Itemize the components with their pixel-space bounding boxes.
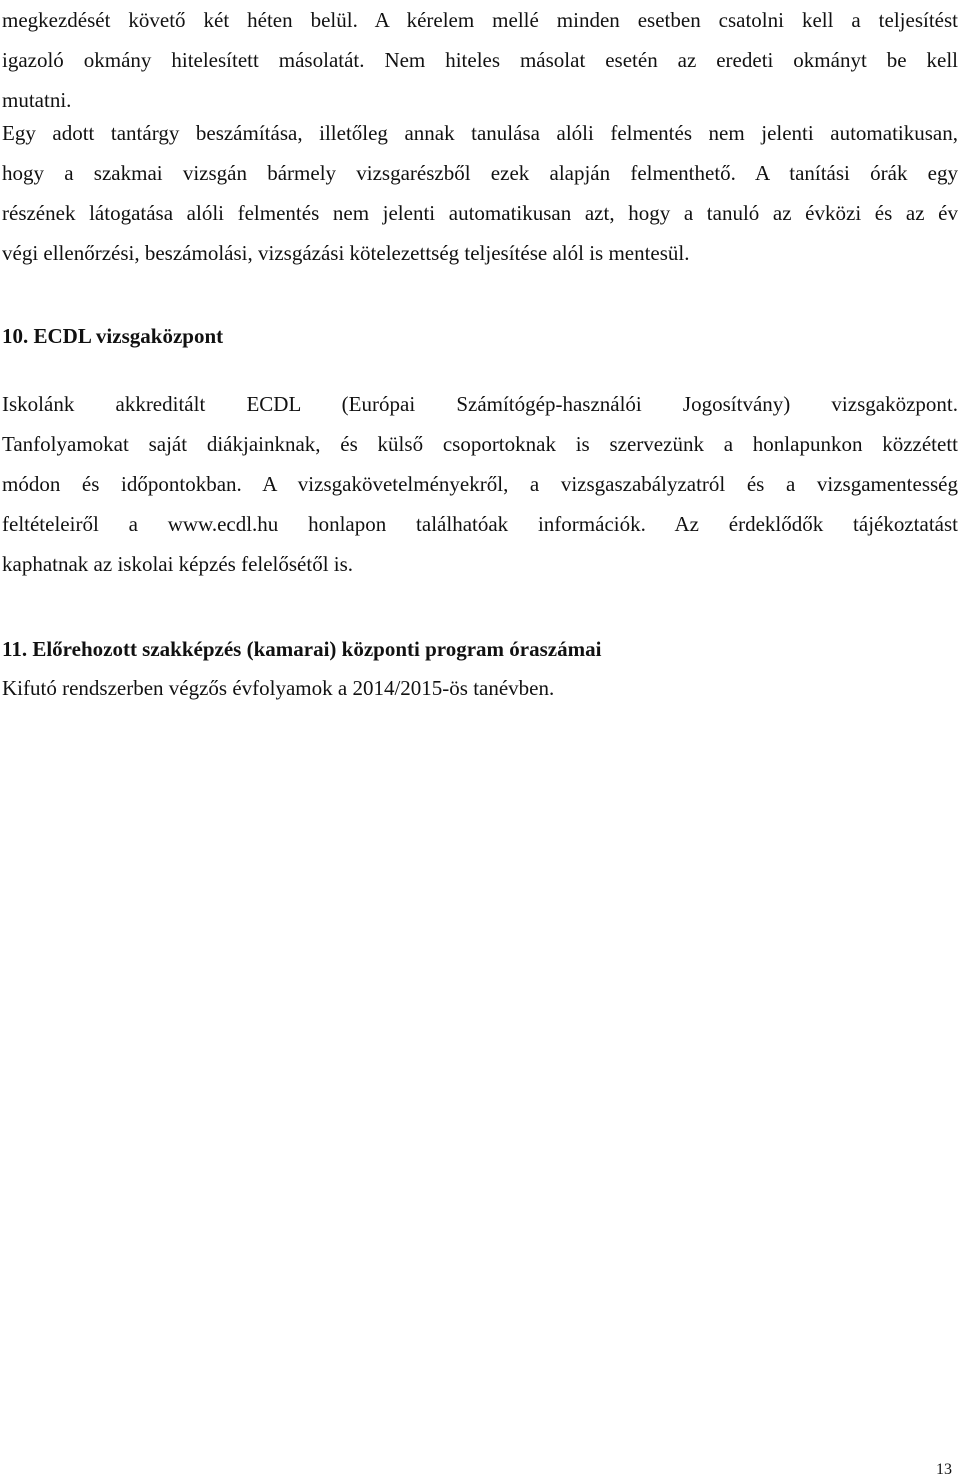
text-line: megkezdését követő két héten belül. A kérelem mellé minden esetben csatolni kell a teljesítést bbox=[2, 8, 958, 32]
section-heading-ecdl: 10. ECDL vizsgaközpont bbox=[2, 324, 224, 348]
paragraph-exemption bbox=[2, 113, 958, 273]
text-line: Tanfolyamokat saját diákjainknak, és külső csoportoknak is szervezünk a honlapunkon közzétett bbox=[2, 432, 958, 456]
text-line: módon és időpontokban. A vizsgakövetelményekről, a vizsgaszabályzatról és a vizsgamentesség bbox=[2, 472, 958, 496]
text-line: Kifutó rendszerben végzős évfolyamok a 2014/2015-ös tanévben. bbox=[2, 676, 555, 700]
text-line: Egy adott tantárgy beszámítása, illetőleg annak tanulása alóli felmentés nem jelenti automatikusan, bbox=[2, 121, 958, 145]
text-line: mutatni. bbox=[2, 88, 72, 112]
paragraph-application bbox=[2, 0, 958, 120]
text-line: végi ellenőrzési, beszámolási, vizsgázási kötelezettség teljesítése alól is mentesül. bbox=[2, 241, 690, 265]
section-heading-vocational-training: 11. Előrehozott szakképzés (kamarai) központi program óraszámai bbox=[2, 637, 602, 661]
page-number: 13 bbox=[936, 1461, 952, 1478]
paragraph-ecdl bbox=[2, 384, 958, 584]
text-line: feltételeiről a www.ecdl.hu honlapon találhatóak információk. Az érdeklődők tájékoztatást bbox=[2, 512, 958, 536]
text-line: kaphatnak az iskolai képzés felelősétől is. bbox=[2, 552, 354, 576]
text-line: Iskolánk akkreditált ECDL (Európai Számítógép-használói Jogosítvány) vizsgaközpont. bbox=[2, 392, 958, 416]
text-line: hogy a szakmai vizsgán bármely vizsgarészből ezek alapján felmenthető. A tanítási órák egy bbox=[2, 161, 958, 185]
paragraph-vocational-training bbox=[2, 668, 958, 708]
text-line: igazoló okmány hitelesített másolatát. Nem hiteles másolat esetén az eredeti okmányt be kell bbox=[2, 48, 958, 72]
text-line: részének látogatása alóli felmentés nem jelenti automatikusan azt, hogy a tanuló az évközi és az év bbox=[2, 201, 958, 225]
